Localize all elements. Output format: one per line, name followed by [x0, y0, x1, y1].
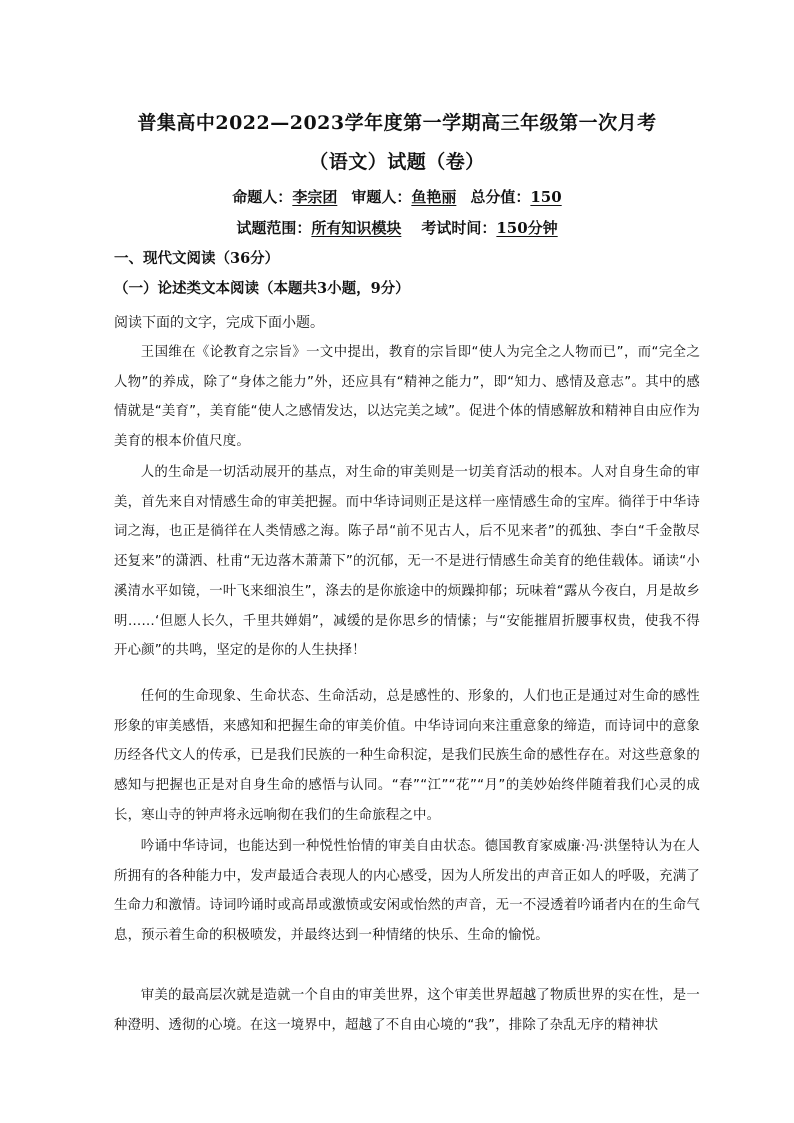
- exam-meta-scope: [0, 217, 794, 238]
- passage-paragraph-4: 吟诵中华诗词，也能达到一种悦性怡情的审美自由状态。德国教育家威廉·冯·洪堡特认为在人所拥有的各种能力中，发声最适合表现人的内心感受，因为人所发出的声音正如人的呼吸，充满了生命力和激情。诗词吟诵时或高昂或激愤或安闲或怡然的声音，无一不浸透着吟诵者内在的生命气息，预示着生命的积极喷发，并最终达到一种情绪的快乐、生命的愉悦。: [114, 839, 700, 944]
- exam-title-line2: （语文）试题（卷）: [309, 151, 485, 173]
- exam-scope: 所有知识模块: [311, 219, 402, 237]
- reading-instruction: 阅读下面的文字，完成下面小题。: [114, 315, 324, 331]
- score-label: 总分值：: [470, 188, 531, 206]
- section-heading-reading: 一、现代文阅读（36分）: [114, 250, 280, 267]
- time-label: 考试时间：: [421, 219, 497, 237]
- exam-meta-authors: [0, 186, 794, 207]
- exam-title-line1: 普集高中2022—2023学年度第一学期高三年级第一次月考: [137, 112, 657, 134]
- author-label: 命题人：: [232, 188, 293, 206]
- passage-paragraph-5: 审美的最高层次就是造就一个自由的审美世界，这个审美世界超越了物质世界的实在性，是一种澄明、透彻的心境。在这一境界中，超越了不自由心境的“我”，排除了杂乱无序的精神状: [114, 988, 700, 1033]
- author-name: 李宗团: [292, 188, 338, 206]
- total-score: 150: [530, 188, 562, 206]
- passage-paragraph-3: 任何的生命现象、生命状态、生命活动，总是感性的、形象的，人们也正是通过对生命的感性形象的审美感悟，来感知和把握生命的审美价值。中华诗词向来注重意象的缔造，而诗词中的意象历经各代文人的传承，已是我们民族的一种生命积淀，是我们民族生命的感性存在。对这些意象的感知与把握也正是对自身生命的感悟与认同。“春”“江”“花”“月”的美妙始终伴随着我们心灵的成长，寒山寺的钟声将永远响彻在我们的生命旅程之中。: [114, 689, 700, 823]
- passage-paragraph-2: 人的生命是一切活动展开的基点，对生命的审美则是一切美育活动的根本。人对自身生命的审美，首先来自对情感生命的审美把握。而中华诗词则正是这样一座情感生命的宝库。徜徉于中华诗词之海，也正是徜徉在人类情感之海。陈子昂“前不见古人，后不见来者”的孤独、李白“千金散尽还复来”的潇洒、杜甫“无边落木萧萧下”的沉郁，无一不是进行情感生命美育的绝佳载体。诵读“小溪清水平如镜，一叶飞来细浪生”，涤去的是你旅途中的烦躁抑郁；玩味着“露从今夜白，月是故乡明……‘但愿人长久，千里共婵娟”，减缓的是你思乡的情愫；与“安能摧眉折腰事权贵，使我不得开心颜”的共鸣，坚定的是你的人生抉择！: [114, 465, 700, 659]
- passage-paragraph-1: 王国维在《论教育之宗旨》一文中提出，教育的宗旨即“使人为完全之人物而已”，而“完全之人物”的养成，除了“身体之能力”外，还应具有“精神之能力”，即“知力、感情及意志”。其中的感情就是“美育”，美育能“使人之感情发达，以达完美之域”。促进个体的情感解放和精神自由应作为美育的根本价值尺度。: [114, 345, 700, 450]
- reviewer-label: 审题人：: [351, 188, 412, 206]
- scope-label: 试题范围：: [236, 219, 312, 237]
- subsection-heading-argumentative: （一）论述类文本阅读（本题共3小题，9分）: [114, 280, 410, 297]
- exam-time: 150分钟: [496, 219, 558, 237]
- reviewer-name: 鱼艳丽: [411, 188, 457, 206]
